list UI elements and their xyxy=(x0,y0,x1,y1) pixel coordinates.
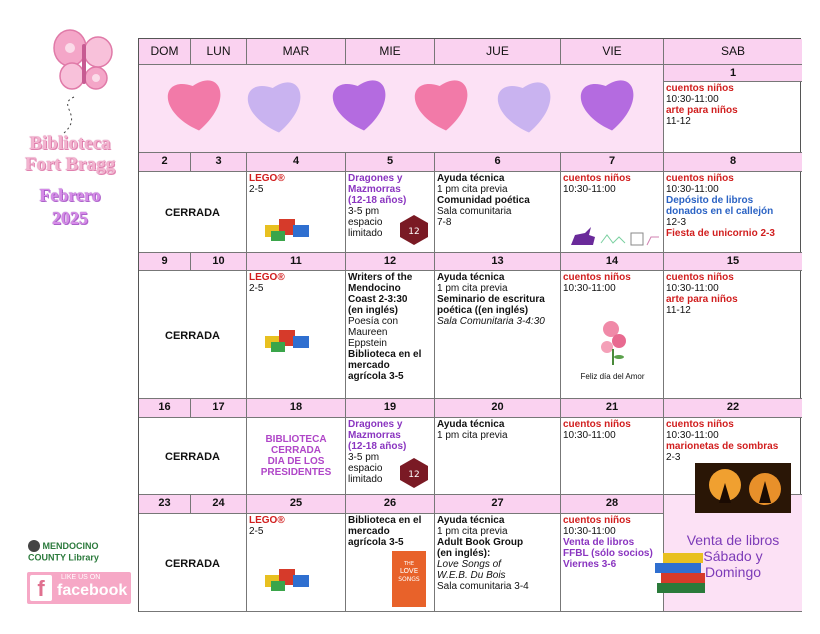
date-number: 21 xyxy=(561,399,664,418)
event-line: 10:30-11:00 xyxy=(666,283,719,294)
day-cell xyxy=(664,82,802,153)
event-line: CERRADA xyxy=(271,445,321,456)
book-stack-icon xyxy=(653,549,709,597)
event-line: PRESIDENTES xyxy=(260,467,332,478)
event-line: Adult Book Group xyxy=(437,537,524,548)
book-cover-image xyxy=(392,551,426,607)
facebook-badge[interactable]: f LIKE US ON facebook xyxy=(27,572,131,604)
svg-text:12: 12 xyxy=(408,227,420,237)
date-number: 14 xyxy=(561,253,664,271)
event-line: 1 pm cita previa xyxy=(437,184,508,195)
dotted-trail xyxy=(54,95,84,135)
day-header: MIE xyxy=(346,39,435,65)
closed-label: CERRADA xyxy=(139,418,247,495)
date-number: 25 xyxy=(247,495,346,514)
sidebar xyxy=(0,0,138,634)
event-line: Venta de libros xyxy=(563,537,635,548)
event-line: 3-5 pm xyxy=(348,452,380,463)
event-line: 2-5 xyxy=(249,283,264,294)
county-seal-icon xyxy=(28,540,40,552)
rose-icon xyxy=(597,317,631,367)
date-number: 9 xyxy=(139,253,191,271)
event-line: DIA DE LOS xyxy=(267,456,325,467)
event-line: agrícola 3-5 xyxy=(348,537,404,548)
event-line: 2-5 xyxy=(249,184,264,195)
event-line: 10:30-11:00 xyxy=(563,184,616,195)
date-number: 28 xyxy=(561,495,664,514)
event-line: 1 pm cita previa xyxy=(437,526,508,537)
hearts-banner xyxy=(139,65,664,153)
event-line: LEGO® xyxy=(249,173,285,184)
event-line: limitado xyxy=(348,474,383,485)
day-header: MAR xyxy=(247,39,346,65)
date-number: 13 xyxy=(435,253,561,271)
date-number: 16 xyxy=(139,399,191,418)
event-line: Seminario de escritura xyxy=(437,294,545,305)
event-line: Fiesta de unicornio 2-3 xyxy=(666,228,775,239)
date-number: 27 xyxy=(435,495,561,514)
event-line: Dragones y xyxy=(348,419,403,430)
event-line: Love Songs of xyxy=(437,559,501,570)
event-line: cuentos niños xyxy=(563,173,631,184)
event-line: Ayuda técnica xyxy=(437,173,505,184)
date-number: 19 xyxy=(346,399,435,418)
event-line: 2-3 xyxy=(666,452,681,463)
year-title: 2025 xyxy=(52,208,88,228)
hearts-decoration-icon xyxy=(141,66,661,152)
shadow-puppets-image xyxy=(695,463,791,513)
date-number: 17 xyxy=(191,399,247,418)
date-number: 15 xyxy=(664,253,802,271)
event-line: Sala comunitaria 3-4 xyxy=(437,581,529,592)
event-line: Poesía con xyxy=(348,316,399,327)
event-line: cuentos niños xyxy=(666,419,734,430)
event-line: poética ((en inglés) xyxy=(437,305,529,316)
library-title-line2: Fort Bragg xyxy=(24,154,116,175)
event-line: 3-5 pm xyxy=(348,206,380,217)
date-number: 23 xyxy=(139,495,191,514)
svg-text:SONGS: SONGS xyxy=(398,576,420,583)
date-number: 2 xyxy=(139,153,191,172)
calendar xyxy=(138,38,801,612)
event-line: 1 pm cita previa xyxy=(437,430,508,441)
event-line: marionetas de sombras xyxy=(666,441,779,452)
date-number: 6 xyxy=(435,153,561,172)
event-line: mercado xyxy=(348,526,390,537)
event-line: 10:30-11:00 xyxy=(563,430,616,441)
date-number: 7 xyxy=(561,153,664,172)
svg-text:LOVE: LOVE xyxy=(399,567,419,575)
event-line: Dragones y xyxy=(348,173,403,184)
event-line: cuentos niños xyxy=(563,419,631,430)
event-line: 10:30-11:00 xyxy=(666,184,719,195)
event-line: 10:30-11:00 xyxy=(666,94,719,105)
date-number: 4 xyxy=(247,153,346,172)
day-cell xyxy=(561,418,664,495)
date-number: 10 xyxy=(191,253,247,271)
svg-text:THE: THE xyxy=(404,561,414,567)
day-cell xyxy=(664,271,802,399)
date-number: 26 xyxy=(346,495,435,514)
unicorn-party-icon xyxy=(565,225,661,249)
event-line: W.E.B. Du Bois xyxy=(437,570,506,581)
event-line: arte para niños xyxy=(666,105,738,116)
event-line: LEGO® xyxy=(249,515,285,526)
event-line: (en inglés): xyxy=(437,548,491,559)
event-line: arte para niños xyxy=(666,294,738,305)
event-line: 10:30-11:00 xyxy=(563,283,616,294)
date-number: 24 xyxy=(191,495,247,514)
event-line: 10:30-11:00 xyxy=(563,526,616,537)
event-line: Biblioteca en el xyxy=(348,349,422,360)
book-sale-note: Venta de libros Sábado y Domingo xyxy=(686,532,780,580)
event-line: LEGO® xyxy=(249,272,285,283)
lego-bricks-icon xyxy=(261,561,313,593)
event-line: limitado xyxy=(348,228,383,239)
event-line: Eppstein xyxy=(348,338,387,349)
d20-dice-icon xyxy=(399,457,429,489)
lego-bricks-icon xyxy=(261,322,313,354)
day-cell xyxy=(435,418,561,495)
event-line: Biblioteca en el xyxy=(348,515,422,526)
event-line: espacio xyxy=(348,463,383,474)
event-line: Ayuda técnica xyxy=(437,515,505,526)
library-title-line1: Biblioteca xyxy=(29,133,111,154)
date-number: 20 xyxy=(435,399,561,418)
day-cell xyxy=(664,172,802,253)
event-line: (en inglés) xyxy=(348,305,399,316)
month-title: Febrero xyxy=(39,185,101,205)
day-header: SAB xyxy=(664,39,802,65)
date-number: 18 xyxy=(247,399,346,418)
event-line: cuentos niños xyxy=(563,515,631,526)
event-line: Depósito de libros xyxy=(666,195,754,206)
closed-label: CERRADA xyxy=(139,271,247,399)
day-cell xyxy=(247,418,346,495)
day-cell xyxy=(435,172,561,253)
event-line: 11-12 xyxy=(666,116,691,127)
event-line: FFBL (sólo socios) xyxy=(563,548,653,559)
valentine-caption: Feliz día del Amor xyxy=(580,372,645,381)
event-line: Comunidad poética xyxy=(437,195,530,206)
day-header: LUN xyxy=(191,39,247,65)
event-line: (12-18 años) xyxy=(348,441,407,452)
event-line: Sala Comunitaria 3-4:30 xyxy=(437,316,545,327)
day-cell xyxy=(346,271,435,399)
date-number: 5 xyxy=(346,153,435,172)
event-line: Viernes 3-6 xyxy=(563,559,617,570)
event-line: Mazmorras xyxy=(348,184,401,195)
event-line: Mazmorras xyxy=(348,430,401,441)
event-line: 11-12 xyxy=(666,305,691,316)
event-line: Ayuda técnica xyxy=(437,272,505,283)
event-line: Ayuda técnica xyxy=(437,419,505,430)
event-line: espacio xyxy=(348,217,383,228)
day-header: DOM xyxy=(139,39,191,65)
event-line: donados en el callejón xyxy=(666,206,774,217)
event-line: Sala comunitaria xyxy=(437,206,512,217)
date-number: 3 xyxy=(191,153,247,172)
event-line: Maureen xyxy=(348,327,388,338)
mendocino-library-logo: MENDOCINO COUNTY Library xyxy=(28,541,99,563)
event-line: 1 pm cita previa xyxy=(437,283,508,294)
event-line: cuentos niños xyxy=(666,272,734,283)
event-line: Writers of the xyxy=(348,272,413,283)
d20-dice-icon xyxy=(399,214,429,246)
event-line: (12-18 años) xyxy=(348,195,407,206)
event-line: cuentos niños xyxy=(666,173,734,184)
svg-text:12: 12 xyxy=(408,470,420,480)
date-number: 1 xyxy=(664,65,802,82)
date-number: 12 xyxy=(346,253,435,271)
event-line: BIBLIOTECA xyxy=(265,434,327,445)
event-line: mercado xyxy=(348,360,390,371)
facebook-icon: f xyxy=(30,575,52,601)
day-cell xyxy=(561,514,664,612)
day-header: VIE xyxy=(561,39,664,65)
closed-label: CERRADA xyxy=(139,172,247,253)
day-header: JUE xyxy=(435,39,561,65)
closed-label: CERRADA xyxy=(139,514,247,612)
day-cell xyxy=(435,514,561,612)
event-line: cuentos niños xyxy=(666,83,734,94)
event-line: 7-8 xyxy=(437,217,452,228)
day-cell xyxy=(435,271,561,399)
date-number: 8 xyxy=(664,153,802,172)
lego-bricks-icon xyxy=(261,211,313,243)
event-line: 2-5 xyxy=(249,526,264,537)
date-number: 22 xyxy=(664,399,802,418)
date-number: 11 xyxy=(247,253,346,271)
event-line: agrícola 3-5 xyxy=(348,371,404,382)
event-line: cuentos niños xyxy=(563,272,631,283)
event-line: Mendocino xyxy=(348,283,401,294)
event-line: 10:30-11:00 xyxy=(666,430,719,441)
event-line: 12-3 xyxy=(666,217,687,228)
event-line: Coast 2-3:30 xyxy=(348,294,408,305)
